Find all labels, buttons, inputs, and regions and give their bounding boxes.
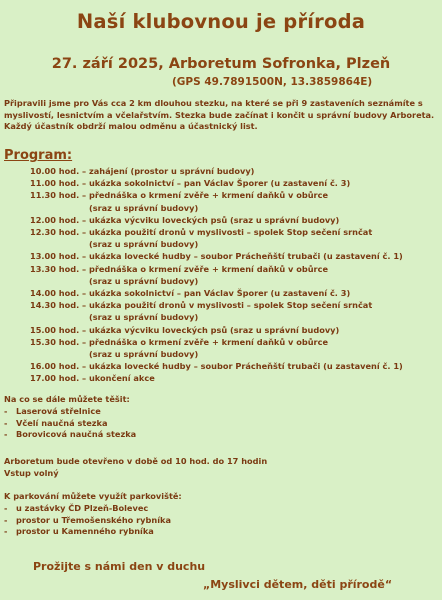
event-date-location: 27. září 2025, Arboretum Sofronka, Plzeň [51, 56, 391, 72]
parking-item [4, 526, 182, 538]
extras-item [4, 429, 136, 441]
schedule-item-note: (sraz u správní budovy) [89, 202, 199, 213]
schedule-item: 14.00 hod. – ukázka sokolnictví – pan Václav Šporer (u zastavení č. 3) [30, 288, 351, 299]
parking-item-label: prostor u Třemošenského rybníka [16, 514, 171, 525]
parking-heading: K parkování můžete využít parkoviště: [4, 491, 182, 501]
admission-line: Vstup volný [4, 467, 59, 478]
extras-item-label: Borovicová naučná stezka [16, 429, 137, 440]
program-heading: Program: [4, 148, 73, 163]
schedule-item: 15.00 hod. – ukázka výcviku loveckých psů (sraz u správní budovy) [30, 324, 340, 335]
schedule-item: 11.00 hod. – ukázka sokolnictví – pan Václav Šporer (u zastavení č. 3) [30, 178, 351, 189]
page-title: Naší klubovnou je příroda [76, 10, 366, 33]
program-schedule [30, 165, 440, 385]
list-dash: - [4, 417, 8, 428]
extras-item-label: Laserová střelnice [16, 405, 101, 416]
parking-item [4, 515, 182, 527]
schedule-item-note: (sraz u správní budovy) [89, 349, 199, 360]
schedule-item: 17.00 hod. – ukončení akce [30, 373, 155, 384]
extras-section [4, 394, 136, 441]
parking-section [4, 491, 182, 538]
schedule-item-note: (sraz u správní budovy) [89, 239, 199, 250]
intro-line: myslivostí, lesnictvím a včelařstvím. Stezka bude začínat i končit u správní budovy Arboreta. [4, 109, 435, 120]
schedule-item: 15.30 hod. – přednáška o krmení zvěře + krmení daňků v obůrce [30, 336, 329, 347]
parking-item [4, 503, 182, 515]
list-dash: - [4, 405, 8, 416]
intro-line: Připravili jsme pro Vás cca 2 km dlouhou stezku, na které se při 9 zastaveních seznámíte s [4, 98, 423, 108]
opening-hours [4, 456, 267, 480]
schedule-item: 11.30 hod. – přednáška o krmení zvěře + krmení daňků v obůrce [30, 190, 329, 201]
schedule-item: 10.00 hod. – zahájení (prostor u správní budovy) [30, 166, 255, 176]
extras-heading: Na co se dále můžete těšit: [4, 394, 130, 404]
extras-item [4, 406, 136, 418]
closing-line: Prožijte s námi den v duchu [33, 560, 206, 573]
schedule-item: 12.00 hod. – ukázka výcviku loveckých psů (sraz u správní budovy) [30, 214, 340, 225]
intro-line: Každý účastník obdrží malou odměnu a účastnický list. [4, 121, 258, 131]
schedule-item: 16.00 hod. – ukázka lovecké hudby – soubor Prácheňští trubači (u zastavení č. 1) [30, 361, 403, 372]
opening-hours-line: Arboretum bude otevřeno v době od 10 hod. do 17 hodin [4, 456, 268, 466]
closing-motto: „Myslivci dětem, děti přírodě“ [203, 578, 393, 591]
gps-coordinates: (GPS 49.7891500N, 13.3859864E) [172, 76, 373, 88]
list-dash: - [4, 526, 8, 537]
schedule-item: 13.00 hod. – ukázka lovecké hudby – soubor Prácheňští trubači (u zastavení č. 1) [30, 251, 403, 262]
extras-item [4, 418, 136, 430]
list-dash: - [4, 429, 8, 440]
list-dash: - [4, 514, 8, 525]
schedule-item: 14.30 hod. – ukázka použití dronů v myslivosti – spolek Stop sečení srnčat [30, 300, 373, 311]
intro-paragraph [4, 98, 438, 133]
extras-item-label: Včelí naučná stezka [16, 417, 108, 428]
schedule-item-note: (sraz u správní budovy) [89, 312, 199, 323]
parking-item-label: u zastávky ČD Plzeň-Bolevec [16, 502, 149, 513]
list-dash: - [4, 502, 8, 513]
schedule-item-note: (sraz u správní budovy) [89, 275, 199, 286]
parking-item-label: prostor u Kamenného rybníka [16, 526, 154, 537]
schedule-item: 12.30 hod. – ukázka použití dronů v myslivosti – spolek Stop sečení srnčat [30, 227, 373, 238]
schedule-item: 13.30 hod. – přednáška o krmení zvěře + krmení daňků v obůrce [30, 263, 329, 274]
